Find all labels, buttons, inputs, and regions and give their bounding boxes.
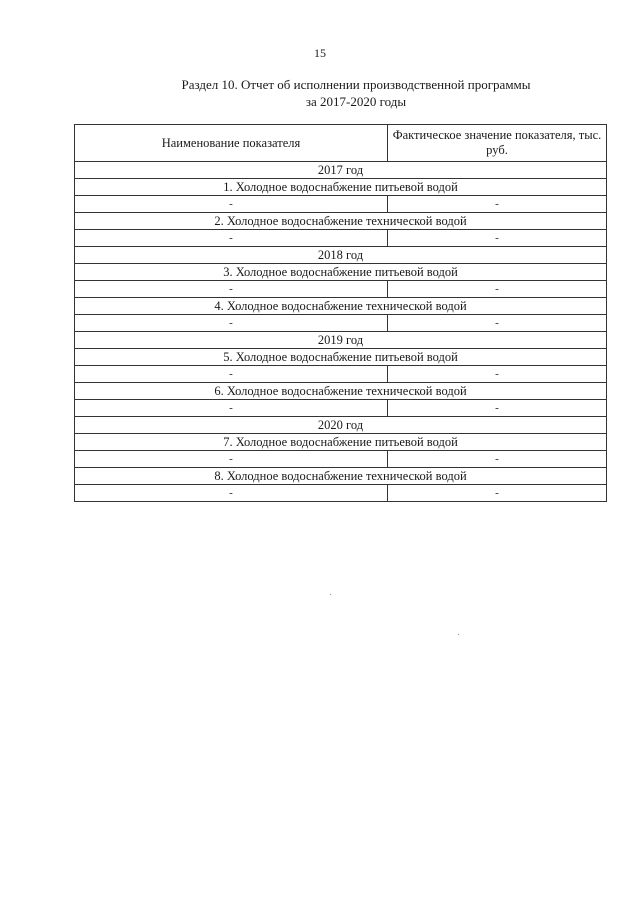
item-value-1: - — [75, 485, 388, 502]
value-row — [75, 281, 607, 298]
section-title — [0, 76, 640, 110]
value-row — [75, 196, 607, 213]
scan-speck — [330, 594, 331, 595]
item-value-2: - — [388, 281, 607, 298]
item-name: 5. Холодное водоснабжение питьевой водой — [75, 349, 607, 366]
year-row — [75, 162, 607, 179]
item-value-2: - — [388, 366, 607, 383]
item-name: 4. Холодное водоснабжение технической водой — [75, 298, 607, 315]
item-value-1: - — [75, 281, 388, 298]
header-indicator-name: Наименование показателя — [75, 125, 388, 162]
year-label: 2018 год — [75, 247, 607, 264]
item-value-2: - — [388, 400, 607, 417]
item-row — [75, 213, 607, 230]
item-value-2: - — [388, 196, 607, 213]
item-value-1: - — [75, 451, 388, 468]
year-row — [75, 247, 607, 264]
year-row — [75, 332, 607, 349]
year-label: 2017 год — [75, 162, 607, 179]
item-name: 1. Холодное водоснабжение питьевой водой — [75, 179, 607, 196]
title-line-1: Раздел 10. Отчет об исполнении производственной программы — [181, 77, 531, 92]
item-name: 3. Холодное водоснабжение питьевой водой — [75, 264, 607, 281]
value-row — [75, 366, 607, 383]
year-label: 2020 год — [75, 417, 607, 434]
item-value-2: - — [388, 451, 607, 468]
item-value-2: - — [388, 315, 607, 332]
header-actual-value: Фактическое значение показателя, тыс. руб. — [388, 125, 607, 162]
item-value-1: - — [75, 196, 388, 213]
item-row — [75, 434, 607, 451]
item-value-2: - — [388, 485, 607, 502]
item-row — [75, 298, 607, 315]
item-value-1: - — [75, 366, 388, 383]
value-row — [75, 315, 607, 332]
item-value-1: - — [75, 230, 388, 247]
item-name: 7. Холодное водоснабжение питьевой водой — [75, 434, 607, 451]
value-row — [75, 230, 607, 247]
scan-speck — [458, 634, 459, 635]
item-row — [75, 383, 607, 400]
item-name: 6. Холодное водоснабжение технической водой — [75, 383, 607, 400]
item-name: 2. Холодное водоснабжение технической водой — [75, 213, 607, 230]
value-row — [75, 400, 607, 417]
item-row — [75, 264, 607, 281]
item-row — [75, 349, 607, 366]
item-value-1: - — [75, 400, 388, 417]
item-value-1: - — [75, 315, 388, 332]
item-row — [75, 179, 607, 196]
header-row — [75, 125, 607, 162]
report-table — [74, 124, 607, 502]
title-line-2: за 2017-2020 годы — [305, 94, 407, 109]
item-row — [75, 468, 607, 485]
value-row — [75, 451, 607, 468]
value-row — [75, 485, 607, 502]
item-value-2: - — [388, 230, 607, 247]
page-number: 15 — [314, 46, 326, 60]
year-row — [75, 417, 607, 434]
item-name: 8. Холодное водоснабжение технической водой — [75, 468, 607, 485]
year-label: 2019 год — [75, 332, 607, 349]
